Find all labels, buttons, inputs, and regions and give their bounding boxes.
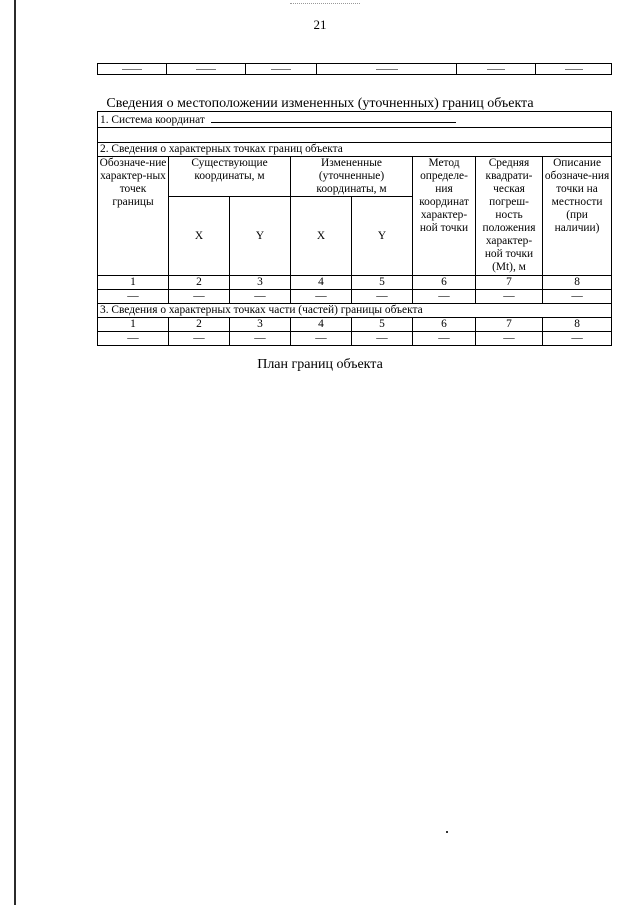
- column-number: 2: [169, 276, 230, 290]
- scan-mark: [290, 3, 360, 5]
- table-cell-dash: —: [352, 290, 413, 304]
- table-cell-dash: —: [169, 290, 230, 304]
- header-existing-x: X: [169, 197, 230, 276]
- table-cell-dash: —: [543, 290, 612, 304]
- previous-table-fragment: [97, 63, 612, 75]
- table-cell-dash: —: [291, 290, 352, 304]
- fragment-cell: [167, 64, 246, 75]
- table-cell-dash: —: [169, 332, 230, 346]
- column-number: 8: [543, 318, 612, 332]
- header-changed-y: Y: [352, 197, 413, 276]
- fragment-cell: [246, 64, 317, 75]
- column-number: 3: [230, 276, 291, 290]
- coordinate-system-field[interactable]: [211, 112, 456, 123]
- column-number: 5: [352, 276, 413, 290]
- table-cell-dash: —: [543, 332, 612, 346]
- header-point-designation: Обозначе-ние характер-ных точек границы: [98, 157, 169, 276]
- column-number: 1: [98, 318, 169, 332]
- column-number: 4: [291, 276, 352, 290]
- fragment-cell: [457, 64, 536, 75]
- section2-title: 2. Сведения о характерных точках границ объекта: [98, 143, 612, 157]
- table-cell-dash: —: [98, 332, 169, 346]
- column-number: 6: [413, 318, 476, 332]
- fragment-cell: [98, 64, 167, 75]
- coordinate-system-label: 1. Система координат: [100, 114, 205, 126]
- table-cell-dash: —: [476, 332, 543, 346]
- column-number: 1: [98, 276, 169, 290]
- header-existing-coordinates: Существующие координаты, м: [169, 157, 291, 197]
- scan-edge: [14, 0, 16, 905]
- table-cell-dash: —: [230, 332, 291, 346]
- boundary-table: [97, 111, 612, 346]
- header-changed-coordinates: Измененные (уточненные) координаты, м: [291, 157, 413, 197]
- column-number: 6: [413, 276, 476, 290]
- column-number: 2: [169, 318, 230, 332]
- page-number: 21: [313, 17, 327, 32]
- fragment-cell: [536, 64, 612, 75]
- table-cell-dash: —: [98, 290, 169, 304]
- table-cell-dash: —: [230, 290, 291, 304]
- table-cell-dash: —: [476, 290, 543, 304]
- plan-title: План границ объекта: [257, 357, 383, 372]
- table-cell-dash: —: [291, 332, 352, 346]
- column-number: 7: [476, 276, 543, 290]
- header-changed-x: X: [291, 197, 352, 276]
- table-cell-dash: —: [413, 290, 476, 304]
- header-existing-y: Y: [230, 197, 291, 276]
- header-method: Метод определе-ния координат характер-ной точки: [413, 157, 476, 276]
- table-cell-dash: —: [352, 332, 413, 346]
- column-number: 8: [543, 276, 612, 290]
- fragment-cell: [317, 64, 457, 75]
- column-number: 5: [352, 318, 413, 332]
- section3-title: 3. Сведения о характерных точках части (частей) границы объекта: [98, 304, 612, 318]
- section-heading: Сведения о местоположении измененных (уточненных) границ объекта: [106, 96, 534, 111]
- header-description: Описание обозначе-ния точки на местности (при наличии): [543, 157, 612, 276]
- column-number: 4: [291, 318, 352, 332]
- header-mean-square-error: Средняя квадрати-ческая погреш-ность положения характер-ной точки (Mt), м: [476, 157, 543, 276]
- column-number: 3: [230, 318, 291, 332]
- coordinate-system-row: [98, 112, 612, 128]
- empty-row: [98, 128, 612, 143]
- column-number: 7: [476, 318, 543, 332]
- scan-speck: [446, 831, 448, 833]
- table-cell-dash: —: [413, 332, 476, 346]
